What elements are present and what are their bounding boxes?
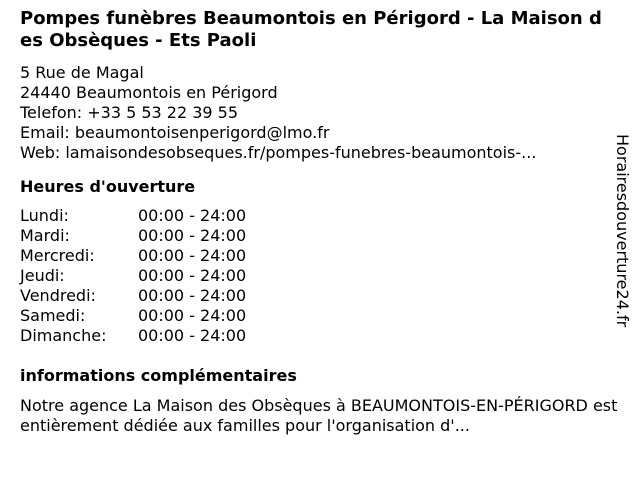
day-label: Vendredi: [20,286,96,305]
day-label: Mercredi: [20,246,95,265]
time-range: 00:00 - 24:00 [138,226,247,245]
time-range: 00:00 - 24:00 [138,206,247,225]
day-label: Samedi: [20,306,86,325]
info-heading: informations complémentaires [20,366,297,385]
time-range: 00:00 - 24:00 [138,266,247,285]
hours-row [20,226,620,246]
hours-row [20,246,620,266]
day-label: Jeudi: [20,266,65,285]
listing-card [20,8,620,436]
postal-city: 24440 Beaumontois en Périgord [20,83,278,102]
time-range: 00:00 - 24:00 [138,286,247,305]
email-line[interactable]: Email: beaumontoisenperigord@lmo.fr [20,123,330,142]
time-range: 00:00 - 24:00 [138,306,247,325]
hours-heading: Heures d'ouverture [20,177,196,196]
street-address: 5 Rue de Magal [20,63,144,82]
contact-block [20,63,620,163]
hours-row [20,306,620,326]
phone-line[interactable]: Telefon: +33 5 53 22 39 55 [20,103,239,122]
time-range: 00:00 - 24:00 [138,326,247,345]
business-title: Pompes funèbres Beaumontois en Périgord - La Maison des Obsèques - Ets Paoli [20,8,602,51]
time-range: 00:00 - 24:00 [138,246,247,265]
hours-row [20,206,620,226]
hours-row [20,266,620,286]
day-label: Dimanche: [20,326,107,345]
day-label: Lundi: [20,206,69,225]
hours-table [20,206,620,346]
day-label: Mardi: [20,226,70,245]
web-line[interactable]: Web: lamaisondesobseques.fr/pompes-funebres-beaumontois-... [20,143,537,162]
info-description: Notre agence La Maison des Obsèques à BEAUMONTOIS-EN-PÉRIGORD est entièrement dédiée aux familles pour l'organisation d'... [20,396,618,435]
hours-row [20,326,620,346]
site-watermark: Horairesdouverture24.fr [613,134,632,328]
hours-row [20,286,620,306]
